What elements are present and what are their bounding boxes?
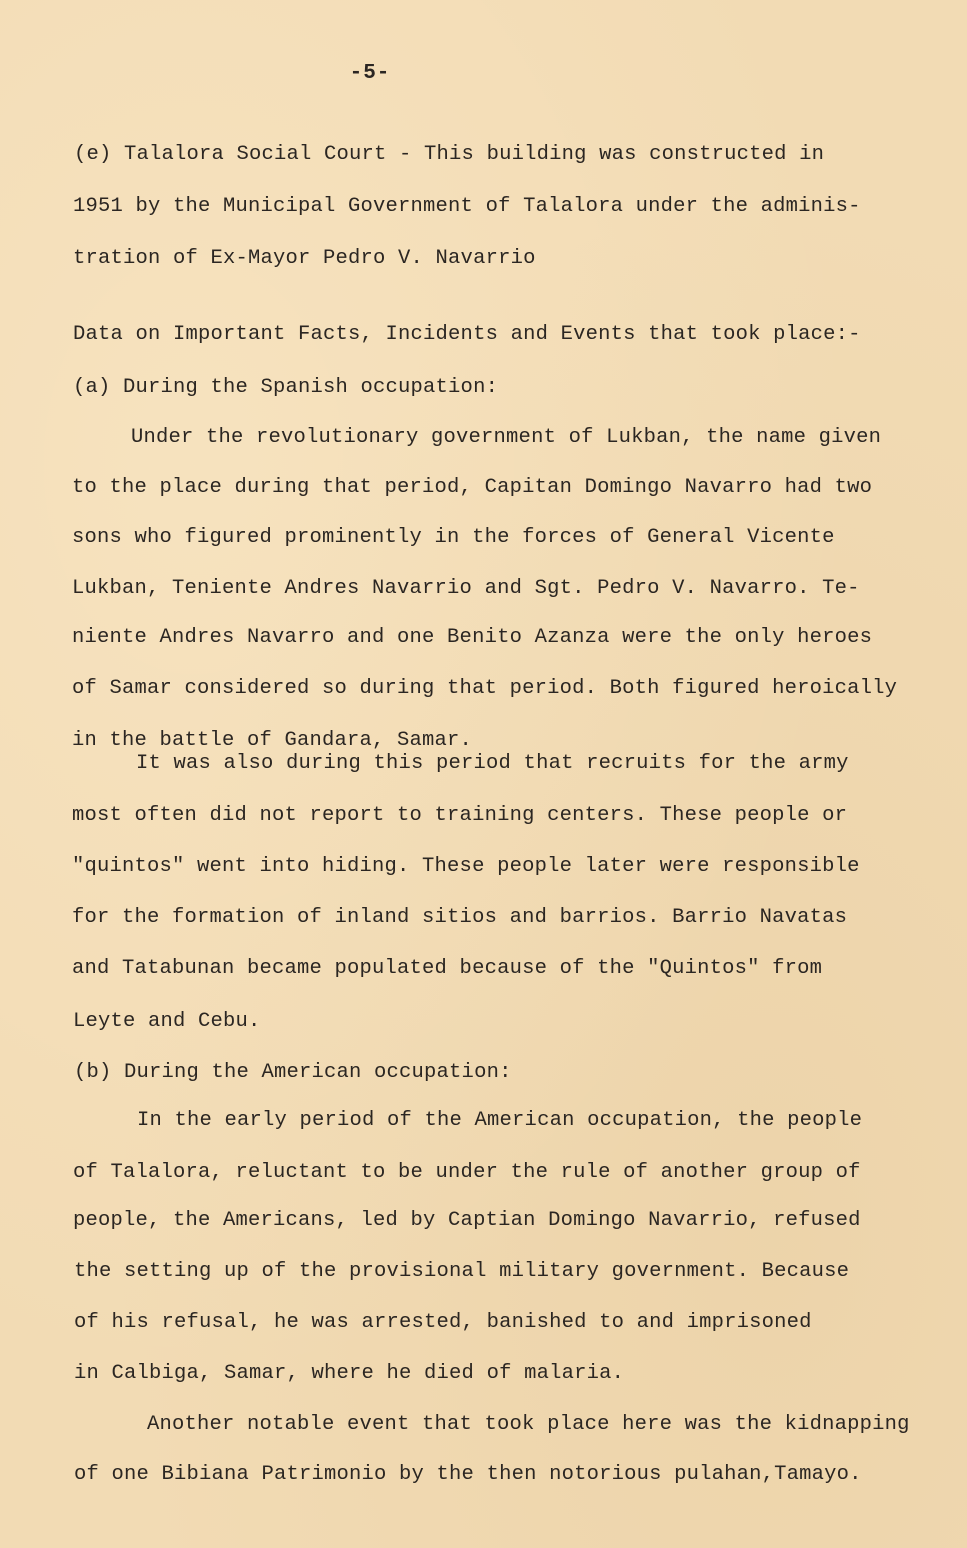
text-line: of Talalora, reluctant to be under the rule of another group of bbox=[73, 1161, 861, 1184]
text-line: (e) Talalora Social Court - This building was constructed in bbox=[74, 143, 825, 166]
text-line: 1951 by the Municipal Government of Talalora under the adminis- bbox=[73, 195, 861, 218]
text-line: of one Bibiana Patrimonio by the then notorious pulahan,Tamayo. bbox=[74, 1463, 862, 1486]
text-line: most often did not report to training centers. These people or bbox=[72, 804, 848, 827]
text-line: to the place during that period, Capitan Domingo Navarro had two bbox=[72, 476, 873, 499]
page-number: -5- bbox=[349, 62, 391, 85]
text-line: of his refusal, he was arrested, banished to and imprisoned bbox=[74, 1311, 812, 1334]
text-line: It was also during this period that recruits for the army bbox=[136, 752, 849, 775]
text-line: Lukban, Teniente Andres Navarrio and Sgt. Pedro V. Navarro. Te- bbox=[72, 577, 860, 600]
text-line: tration of Ex-Mayor Pedro V. Navarrio bbox=[73, 247, 536, 270]
text-line: people, the Americans, led by Captian Domingo Navarrio, refused bbox=[73, 1209, 861, 1232]
text-line: the setting up of the provisional military government. Because bbox=[74, 1260, 850, 1283]
text-line: Another notable event that took place here was the kidnapping bbox=[147, 1413, 910, 1436]
text-line: niente Andres Navarro and one Benito Azanza were the only heroes bbox=[72, 626, 873, 649]
text-line: sons who figured prominently in the forces of General Vicente bbox=[72, 526, 835, 549]
section-heading: Data on Important Facts, Incidents and Events that took place:- bbox=[73, 323, 861, 346]
subsection-heading: (b) During the American occupation: bbox=[74, 1061, 512, 1084]
subsection-heading: (a) During the Spanish occupation: bbox=[73, 376, 499, 399]
text-line: Leyte and Cebu. bbox=[73, 1010, 261, 1033]
text-line: and Tatabunan became populated because of the "Quintos" from bbox=[72, 957, 823, 980]
text-line: in the battle of Gandara, Samar. bbox=[72, 729, 473, 752]
text-line: in Calbiga, Samar, where he died of malaria. bbox=[74, 1362, 625, 1385]
text-line: In the early period of the American occupation, the people bbox=[137, 1109, 863, 1132]
text-line: Under the revolutionary government of Lukban, the name given bbox=[131, 426, 882, 449]
text-line: of Samar considered so during that period. Both figured heroically bbox=[72, 677, 898, 700]
text-line: for the formation of inland sitios and barrios. Barrio Navatas bbox=[72, 906, 848, 929]
text-line: "quintos" went into hiding. These people later were responsible bbox=[72, 855, 860, 878]
